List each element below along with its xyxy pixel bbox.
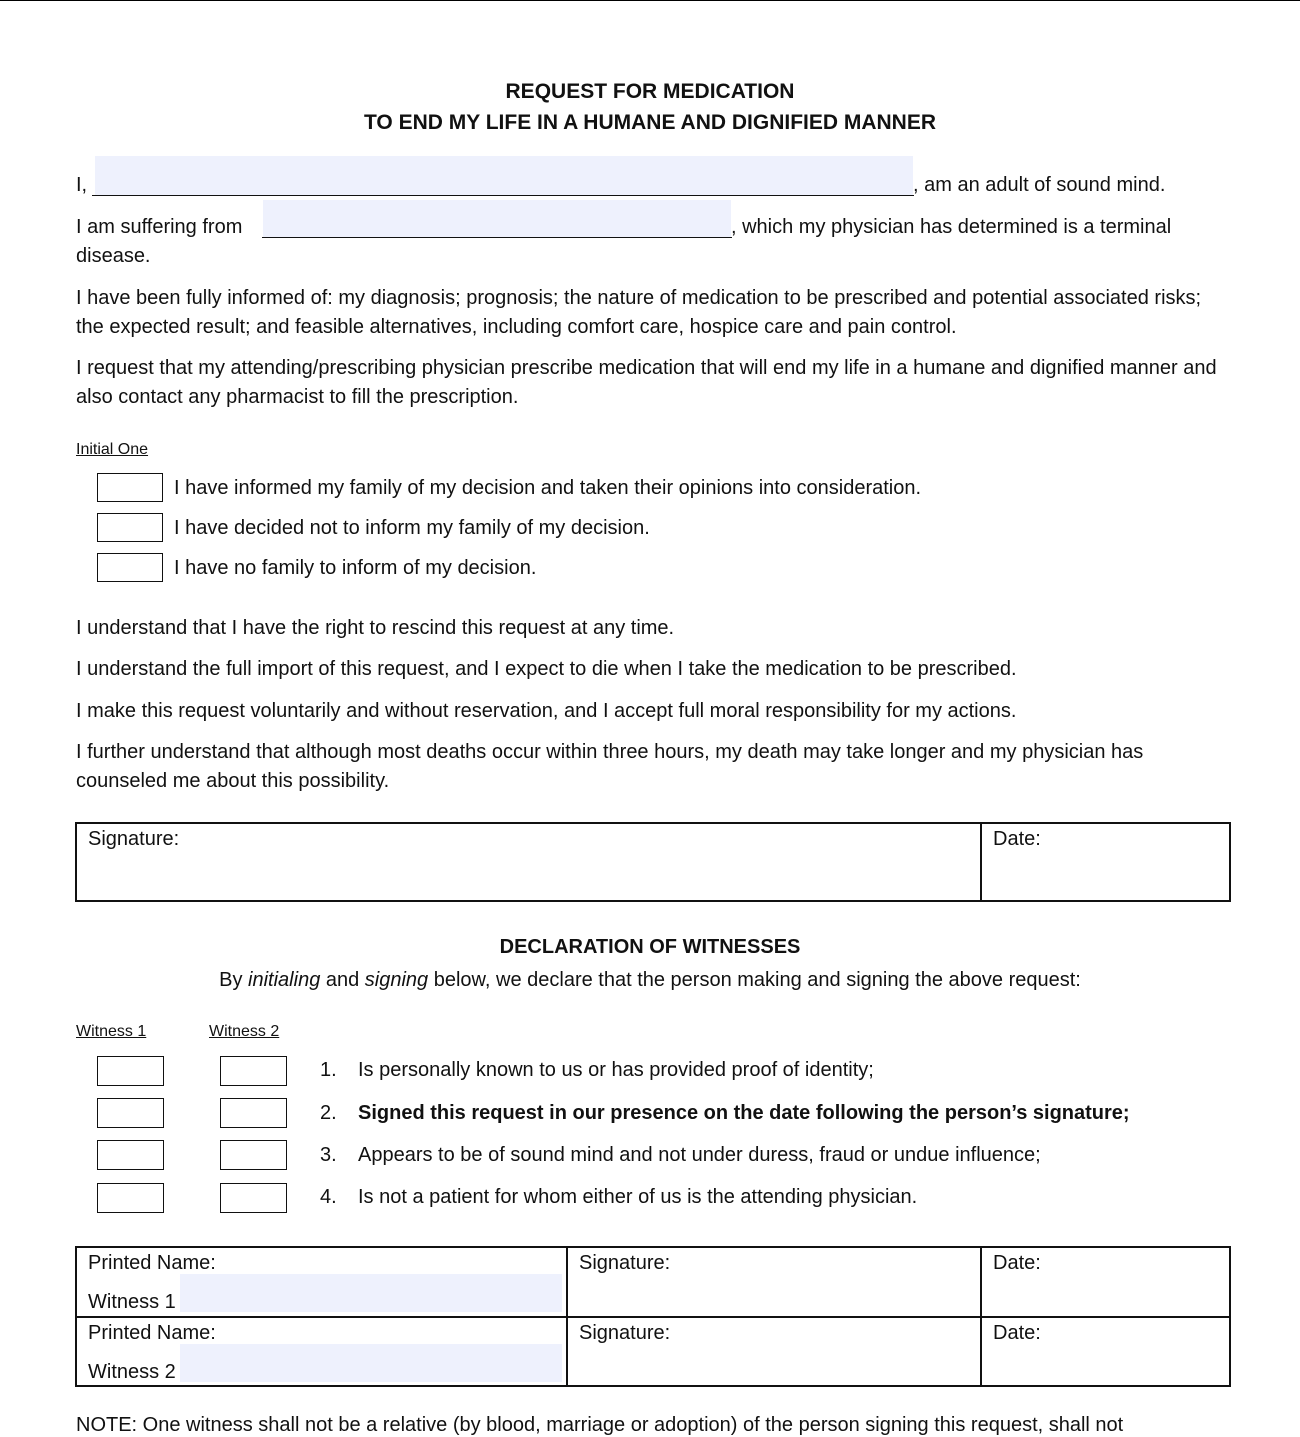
initial-option-inform: I have informed my family of my decision and taken their opinions into consideration.	[174, 477, 922, 499]
understand-import: I understand the full import of this request, and I expect to die when I take the medication to be prescribed.	[76, 658, 1017, 680]
witness-1-printed-name-cell	[76, 1247, 567, 1317]
declaration-item-2: Signed this request in our presence on the date following the person’s signature;	[358, 1102, 1130, 1124]
witness-row-1	[76, 1247, 1230, 1317]
requester-signature-label: Signature:	[88, 828, 180, 850]
understand-rescind: I understand that I have the right to rescind this request at any time.	[76, 617, 675, 639]
witness-2-signature-cell[interactable]	[567, 1317, 981, 1386]
witness-2-printed-name-label: Printed Name:	[88, 1322, 216, 1344]
witness-2-initial-box-4[interactable]	[220, 1183, 287, 1213]
witness-1-printed-name-label: Printed Name:	[88, 1252, 216, 1274]
witness-1-date-cell[interactable]	[981, 1247, 1230, 1317]
initial-box-inform[interactable]	[97, 473, 163, 502]
requester-signature-table	[75, 822, 1231, 902]
witness-1-signature-label: Signature:	[579, 1252, 671, 1274]
form-title-line-2: TO END MY LIFE IN A HUMANE AND DIGNIFIED MANNER	[363, 111, 937, 134]
witness-1-initial-box-4[interactable]	[97, 1183, 164, 1213]
initial-box-not-inform[interactable]	[97, 513, 163, 542]
witnesses-heading: DECLARATION OF WITNESSES	[499, 936, 801, 958]
name-suffix: , am an adult of sound mind.	[913, 174, 1166, 196]
witness-2-initial-box-3[interactable]	[220, 1140, 287, 1170]
disease-suffix: , which my physician has determined is a terminal	[731, 216, 1172, 238]
witness-2-printed-name-cell	[76, 1317, 567, 1386]
form-title-line-1: REQUEST FOR MEDICATION	[505, 80, 795, 103]
initial-one-label: Initial One	[76, 441, 149, 458]
declaration-item-3: Appears to be of sound mind and not under duress, fraud or undue influence;	[358, 1144, 1041, 1166]
declaration-number-4: 4.	[320, 1186, 337, 1208]
witness-1-column-label: Witness 1	[76, 1023, 147, 1040]
requester-signature-cell[interactable]	[76, 823, 981, 901]
informed-paragraph: I have been fully informed of: my diagnosis; prognosis; the nature of medication to be prescribed and potential associated risks; the expected result; and feasible alternatives, including comfort care, hospice care and pain control.	[76, 287, 1202, 338]
witness-1-initial-box-1[interactable]	[97, 1056, 164, 1086]
declaration-item-4: Is not a patient for whom either of us is the attending physician.	[358, 1186, 918, 1208]
witness-1-printed-name-field[interactable]	[180, 1274, 562, 1312]
witness-2-label: Witness 2	[88, 1361, 176, 1383]
disease-prefix: I am suffering from	[76, 216, 243, 238]
witness-row-2	[76, 1317, 1230, 1386]
witness-1-initial-box-2[interactable]	[97, 1098, 164, 1128]
initial-option-not-inform: I have decided not to inform my family of my decision.	[174, 517, 650, 539]
witness-2-column-label: Witness 2	[209, 1023, 280, 1040]
requester-date-cell[interactable]	[981, 823, 1230, 901]
witness-1-label: Witness 1	[88, 1291, 176, 1313]
witness-2-printed-name-field[interactable]	[180, 1344, 562, 1382]
witness-2-date-label: Date:	[993, 1322, 1041, 1344]
request-paragraph: I request that my attending/prescribing physician prescribe medication that will end my life in a humane and dignified manner and also contact any pharmacist to fill the prescription.	[76, 357, 1217, 408]
witness-1-date-label: Date:	[993, 1252, 1041, 1274]
witness-signature-table	[75, 1246, 1231, 1387]
name-underline	[92, 195, 914, 196]
understand-voluntary: I make this request voluntarily and without reservation, and I accept full moral responsibility for my actions.	[76, 700, 1017, 722]
initial-option-no-family: I have no family to inform of my decision.	[174, 557, 537, 579]
name-prefix: I,	[76, 174, 88, 196]
witness-2-initial-box-2[interactable]	[220, 1098, 287, 1128]
name-field[interactable]	[95, 156, 913, 196]
requester-date-label: Date:	[993, 828, 1041, 850]
witness-2-initial-box-1[interactable]	[220, 1056, 287, 1086]
understand-duration: I further understand that although most deaths occur within three hours, my death may take longer and my physician has counseled me about this possibility.	[76, 741, 1144, 792]
declaration-item-1: Is personally known to us or has provided proof of identity;	[358, 1059, 874, 1081]
declaration-number-3: 3.	[320, 1144, 337, 1166]
witnesses-intro: By initialing and signing below, we declare that the person making and signing the above request:	[219, 969, 1081, 991]
witness-2-date-cell[interactable]	[981, 1317, 1230, 1386]
declaration-number-2: 2.	[320, 1102, 337, 1124]
initial-box-no-family[interactable]	[97, 553, 163, 582]
disease-field[interactable]	[263, 200, 731, 238]
witness-2-signature-label: Signature:	[579, 1322, 671, 1344]
disease-wrap: disease.	[76, 245, 151, 267]
disease-underline	[262, 237, 732, 238]
witness-note: NOTE: One witness shall not be a relative (by blood, marriage or adoption) of the person signing this request, shall not	[76, 1414, 1124, 1436]
page-top-border	[0, 0, 1300, 1]
witness-1-initial-box-3[interactable]	[97, 1140, 164, 1170]
declaration-number-1: 1.	[320, 1059, 337, 1081]
witness-1-signature-cell[interactable]	[567, 1247, 981, 1317]
